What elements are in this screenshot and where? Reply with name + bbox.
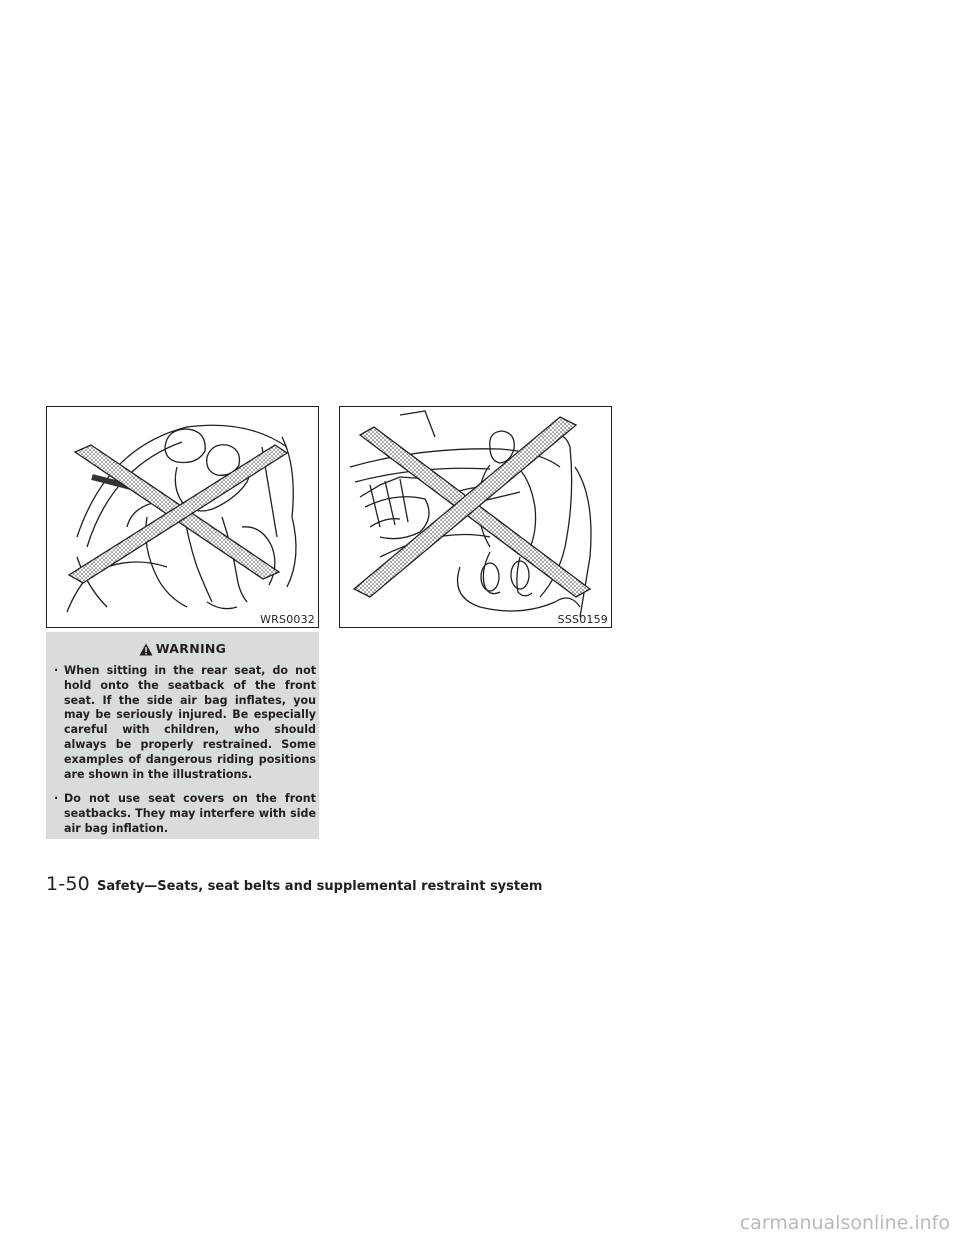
figure-front-seat-illustration (339, 406, 612, 628)
figure-code: SSS0159 (557, 613, 608, 626)
bullet: · (54, 792, 59, 806)
front-seat-illustration (340, 407, 611, 627)
page-footer (46, 873, 542, 895)
rear-seat-illustration (47, 407, 318, 627)
chapter-title: Safety—Seats, seat belts and supplemental restraint system (97, 879, 543, 894)
warning-item (54, 664, 316, 782)
warning-heading-text: WARNING (155, 641, 227, 656)
bullet: · (54, 664, 59, 677)
warning-item-text: Do not use seat covers on the front seatbacks. They may interfere with side air bag inflation. (64, 792, 316, 835)
warning-triangle-icon (139, 643, 153, 656)
warning-heading (46, 641, 319, 656)
figure-code: WRS0032 (260, 613, 315, 626)
figure-rear-seat-illustration (46, 406, 319, 628)
warning-list (54, 664, 316, 837)
warning-item-text: When sitting in the rear seat, do not hold onto the seatback of the front seat. If the side air bag inflates, you may be seriously injured. Be especially careful with children, who should always be properly restrained. Some examples of dangerous riding positions are shown in the illustrations. (64, 664, 316, 781)
warning-item (54, 792, 316, 836)
page-number: 1-50 (46, 873, 90, 895)
warning-box (46, 632, 319, 839)
watermark[interactable]: carmanualsonline.info (739, 1212, 950, 1234)
